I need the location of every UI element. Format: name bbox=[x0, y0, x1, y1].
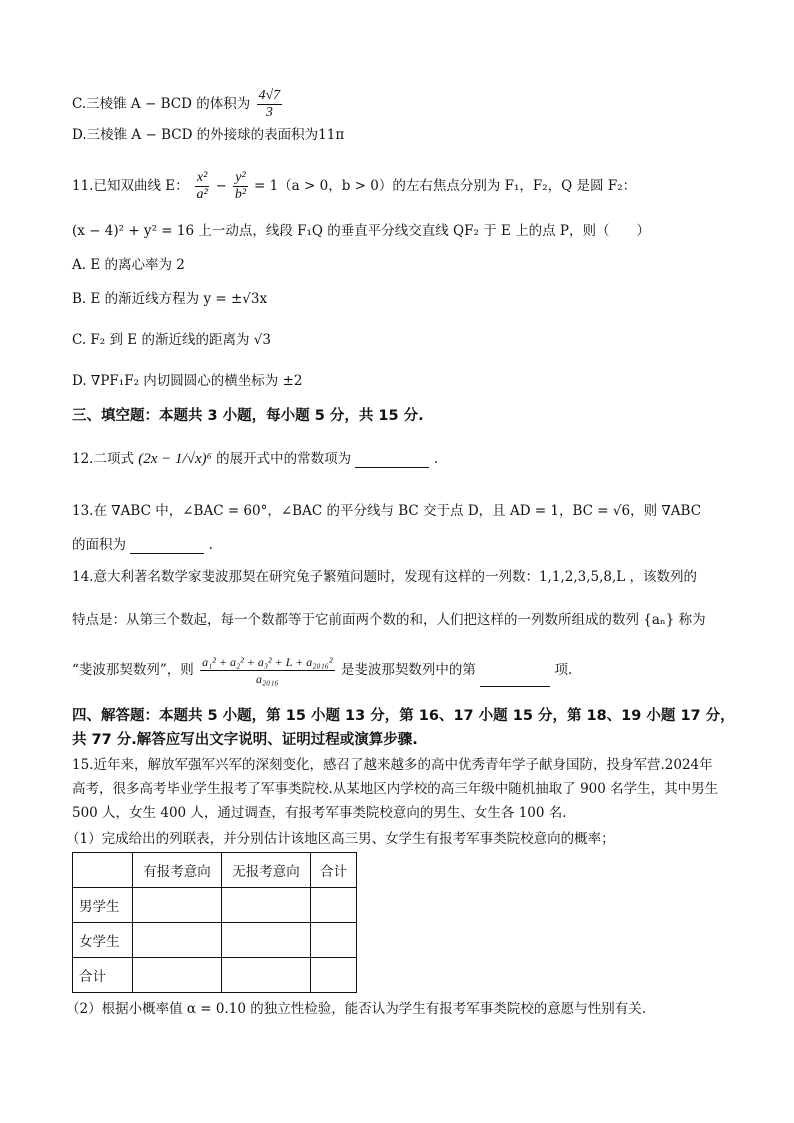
q11-option-c: C. F₂ 到 E 的渐近线的距离为 √3 bbox=[72, 332, 271, 348]
table-cell[interactable] bbox=[311, 958, 357, 993]
q14-line3 bbox=[72, 654, 572, 687]
q10-option-c-fraction bbox=[257, 88, 283, 121]
q13-line2 bbox=[72, 536, 213, 554]
table-cell[interactable] bbox=[311, 923, 357, 958]
q11-option-a: A. E 的离心率为 2 bbox=[72, 257, 185, 273]
q10-option-c bbox=[72, 88, 284, 121]
table-cell[interactable] bbox=[311, 888, 357, 923]
q13-end: . bbox=[208, 537, 213, 553]
table-row-label: 合计 bbox=[73, 958, 133, 993]
q13-prefix: 的面积为 bbox=[72, 537, 126, 553]
q11-frac-y bbox=[233, 170, 247, 203]
fraction-denominator: a² bbox=[196, 187, 208, 202]
fraction-numerator: a₁² + a₂² + a₃² + L + a₂₀₁₆² bbox=[202, 655, 333, 669]
table-row bbox=[73, 958, 357, 993]
q13-line1: 13.在 ∇ABC 中，∠BAC = 60°，∠BAC 的平分线与 BC 交于点 D，且 AD = 1，BC = √6，则 ∇ABC bbox=[72, 503, 702, 519]
q12-binomial-expression: (2x − 1/√x)⁶ bbox=[138, 451, 212, 467]
q13-answer-blank[interactable] bbox=[130, 539, 204, 554]
q14-answer-blank[interactable] bbox=[480, 672, 550, 687]
q11-stem-rest: = 1（a > 0，b > 0）的左右焦点分别为 F₁，F₂，Q 是圆 F₂： bbox=[253, 178, 637, 194]
fraction-numerator: x² bbox=[196, 170, 208, 185]
q11-minus: − bbox=[215, 178, 227, 194]
table-cell[interactable] bbox=[222, 958, 311, 993]
q11-frac-x bbox=[195, 170, 209, 203]
table-cell[interactable] bbox=[222, 923, 311, 958]
q12-answer-blank[interactable] bbox=[355, 453, 429, 468]
table-cell[interactable] bbox=[222, 888, 311, 923]
table-row-label: 女学生 bbox=[73, 923, 133, 958]
q11-option-d: D. ∇PF₁F₂ 内切圆圆心的横坐标为 ±2 bbox=[72, 373, 303, 389]
q15-subquestion-2: （2）根据小概率值 α = 0.10 的独立性检验，能否认为学生有报考军事类院校的意愿与性别有关. bbox=[66, 1001, 647, 1017]
table-header-cell: 无报考意向 bbox=[222, 853, 311, 888]
q14-line2: 特点是：从第三个数起，每一个数都等于它前面两个数的和，人们把这样的一列数所组成的数列 {aₙ} 称为 bbox=[72, 612, 706, 628]
q11-stem-line1 bbox=[72, 170, 636, 203]
q14-text: 是斐波那契数列中的第 bbox=[340, 662, 476, 678]
q10-option-d: D.三棱锥 A − BCD 的外接球的表面积为11π bbox=[72, 127, 345, 143]
fraction-numerator: 4√7 bbox=[258, 88, 281, 103]
table-row bbox=[73, 888, 357, 923]
section-4-heading-line2: 共 77 分.解答应写出文字说明、证明过程或演算步骤. bbox=[72, 732, 418, 748]
q12-prefix: 12.二项式 bbox=[72, 451, 134, 467]
fraction-denominator: a₂₀₁₆ bbox=[255, 672, 279, 686]
q11-stem-line2: (x − 4)² + y² = 16 上一动点，线段 F₁Q 的垂直平分线交直线 QF₂ 于 E 上的点 P，则（ ） bbox=[72, 223, 651, 239]
section-4-heading-line1: 四、解答题：本题共 5 小题，第 15 小题 13 分，第 16、17 小题 15 分，第 18、19 小题 17 分， bbox=[72, 708, 735, 724]
table-cell[interactable] bbox=[133, 923, 222, 958]
q12-text: 的展开式中的常数项为 bbox=[216, 451, 352, 467]
table-cell[interactable] bbox=[133, 888, 222, 923]
table-header-cell: 合计 bbox=[311, 853, 357, 888]
section-3-heading: 三、填空题：本题共 3 小题，每小题 5 分，共 15 分. bbox=[72, 408, 424, 424]
fraction-denominator: 3 bbox=[265, 105, 273, 120]
table-header-cell bbox=[73, 853, 133, 888]
q14-line1: 14.意大利著名数学家斐波那契在研究兔子繁殖问题时，发现有这样的一列数：1,1,2,3,5,8,L ，该数列的 bbox=[72, 569, 698, 585]
q14-prefix: “斐波那契数列”，则 bbox=[72, 662, 194, 678]
q11-stem-prefix: 11.已知双曲线 E： bbox=[72, 178, 189, 194]
q12 bbox=[72, 450, 438, 468]
q11-option-b: B. E 的渐近线方程为 y = ±√3x bbox=[72, 291, 268, 307]
q15-paragraph: 15.近年来，解放军强军兴军的深刻变化，感召了越来越多的高中优秀青年学子献身国防，投身军营.2024年高考，很多高考毕业学生报考了军事类院校.从某地区内学校的高三年级中随机抽取了 900 名学生，其中男生 500 人，女生 400 人，通过调查，有报考军事类院校意向的男生、女生各 100 名. bbox=[72, 757, 719, 821]
table-header-cell: 有报考意向 bbox=[133, 853, 222, 888]
fraction-numerator: y² bbox=[235, 170, 246, 185]
q15-subquestion-1: （1）完成给出的列联表，并分别估计该地区高三男、女学生有报考军事类院校意向的概率； bbox=[66, 831, 615, 847]
fraction-denominator: b² bbox=[234, 187, 247, 202]
q10-option-c-text: C.三棱锥 A − BCD 的体积为 bbox=[72, 96, 251, 112]
q14-end: 项. bbox=[554, 662, 573, 678]
table-cell[interactable] bbox=[133, 958, 222, 993]
q12-end: . bbox=[433, 451, 439, 467]
q14-fraction bbox=[200, 654, 334, 687]
table-header-row bbox=[73, 853, 357, 888]
table-row bbox=[73, 923, 357, 958]
contingency-table bbox=[72, 852, 357, 993]
table-row-label: 男学生 bbox=[73, 888, 133, 923]
